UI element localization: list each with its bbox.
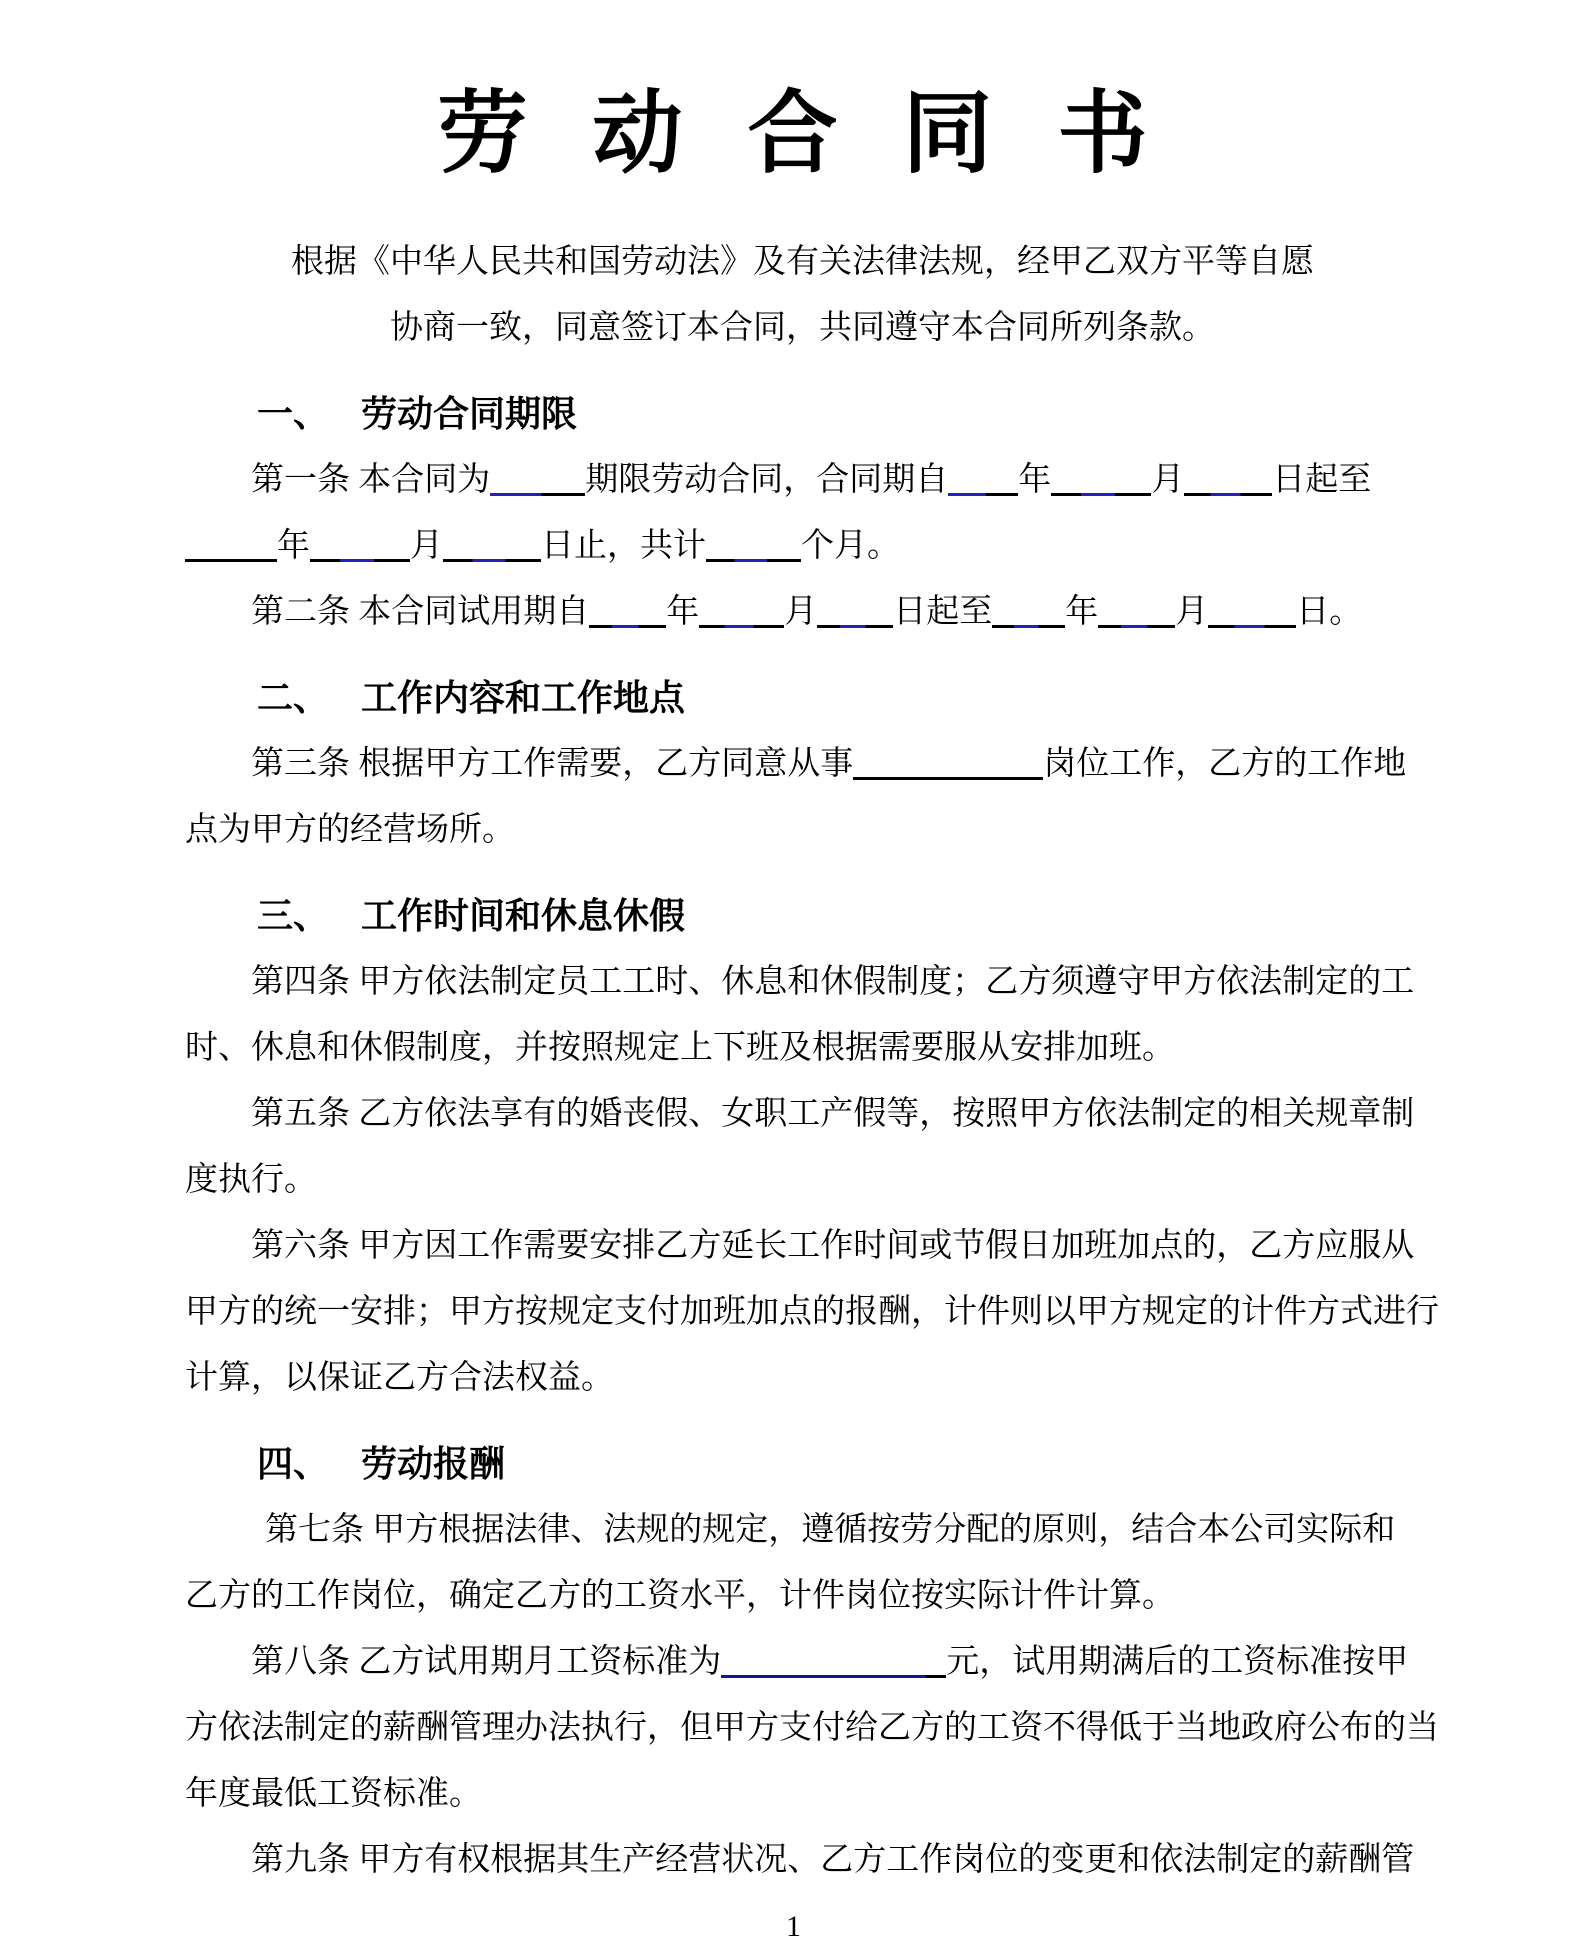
contract-line [185,1761,1420,1827]
line-text: 年 [277,528,310,564]
contract-line [185,1497,1420,1563]
section-heading-text: 劳动合同期限 [361,394,578,434]
contract-sections [185,381,1439,1893]
line-text: 日起至 [893,594,993,630]
contract-line [185,1213,1420,1279]
line-text: 岗位工作，乙方的工作地 [1043,746,1407,782]
blank-field[interactable] [589,595,666,628]
line-text: 期限劳动合同，合同期自 [585,462,949,498]
contract-line [185,1147,1420,1213]
blank-field[interactable] [1184,463,1272,496]
line-text: 第七条 甲方根据法律、法规的规定，遵循按劳分配的原则，结合本公司实际和 [265,1512,1396,1548]
blank-field[interactable] [1051,463,1151,496]
line-text: 第一条 本合同为 [251,462,491,498]
line-text: 第三条 根据甲方工作需要，乙方同意从事 [251,746,854,782]
blank-field[interactable] [490,463,585,496]
line-text: 日止，共计 [541,528,706,564]
section-heading [185,381,1420,447]
section-number: 四、 [257,1444,330,1484]
line-text: 第五条 乙方依法享有的婚丧假、女职工产假等，按照甲方依法制定的相关规章制 [251,1096,1415,1132]
blank-field[interactable] [853,747,1043,780]
contract-line [185,949,1420,1015]
contract-line [185,1827,1420,1893]
blank-field[interactable] [948,463,1018,496]
section-heading-text: 工作时间和休息休假 [361,896,686,936]
line-text: 第八条 乙方试用期月工资标准为 [251,1644,722,1680]
section-number: 二、 [257,678,330,718]
line-text: 第六条 甲方因工作需要安排乙方延长工作时间或节假日加班加点的，乙方应服从 [251,1228,1415,1264]
blank-field[interactable] [699,595,784,628]
line-text: 个月。 [801,528,900,564]
line-text: 计算，以保证乙方合法权益。 [185,1360,614,1396]
blank-field[interactable] [721,1645,946,1678]
contract-line [185,1695,1439,1761]
contract-line [185,1563,1420,1629]
line-text: 乙方的工作岗位，确定乙方的工资水平，计件岗位按实际计件计算。 [185,1578,1175,1614]
line-text: 甲方的统一安排；甲方按规定支付加班加点的报酬，计件则以甲方规定的计件方式进行 [185,1294,1439,1330]
blank-field[interactable] [992,595,1065,628]
contract-line [185,579,1420,645]
line-text: 度执行。 [185,1162,317,1198]
contract-line [185,447,1420,513]
line-text: 月 [410,528,443,564]
contract-line [185,731,1420,797]
line-text: 时、休息和休假制度，并按照规定上下班及根据需要服从安排加班。 [185,1030,1175,1066]
line-text: 方依法制定的薪酬管理办法执行，但甲方支付给乙方的工资不得低于当地政府公布的当 [185,1710,1439,1746]
section-heading [185,1431,1420,1497]
section-heading-text: 工作内容和工作地点 [361,678,686,718]
line-text: 年 [1018,462,1052,498]
line-text: 日起至 [1272,462,1372,498]
contract-line [185,1279,1439,1345]
line-text: 第四条 甲方依法制定员工工时、休息和休假制度；乙方须遵守甲方依法制定的工 [251,964,1415,1000]
line-text: 年度最低工资标准。 [185,1776,482,1812]
blank-field[interactable] [185,529,277,562]
line-text: 第九条 甲方有权根据其生产经营状况、乙方工作岗位的变更和依法制定的薪酬管 [251,1842,1415,1878]
line-text: 第二条 本合同试用期自 [251,594,590,630]
blank-field[interactable] [1098,595,1175,628]
line-text: 月 [784,594,818,630]
page-number: 1 [786,1910,801,1943]
blank-field[interactable] [310,529,410,562]
page-footer [0,1907,1587,1947]
contract-line [185,513,1420,579]
blank-field[interactable] [443,529,541,562]
line-text: 月 [1175,594,1209,630]
contract-line [185,1345,1420,1411]
blank-field[interactable] [1208,595,1296,628]
intro-paragraph: 根据《中华人民共和国劳动法》及有关法律法规，经甲乙双方平等自愿协商一致，同意签订本合同，共同遵守本合同所列条款。 [291,244,1314,346]
section-heading [185,665,1420,731]
contract-line [185,1015,1420,1081]
line-text: 元，试用期满后的工资标准按甲 [946,1644,1409,1680]
line-text: 日。 [1296,594,1363,630]
document-title: 劳 动 合 同 书 [437,84,1168,184]
blank-field[interactable] [706,529,801,562]
blank-field[interactable] [817,595,893,628]
line-text: 点为甲方的经营场所。 [185,812,515,848]
line-text: 年 [1065,594,1099,630]
section-heading [185,883,1420,949]
section-heading-text: 劳动报酬 [361,1444,506,1484]
contract-line [185,1629,1420,1695]
line-text: 年 [666,594,700,630]
section-number: 三、 [257,896,330,936]
line-text: 月 [1151,462,1185,498]
section-number: 一、 [257,394,330,434]
contract-line [185,797,1420,863]
contract-line [185,1081,1420,1147]
